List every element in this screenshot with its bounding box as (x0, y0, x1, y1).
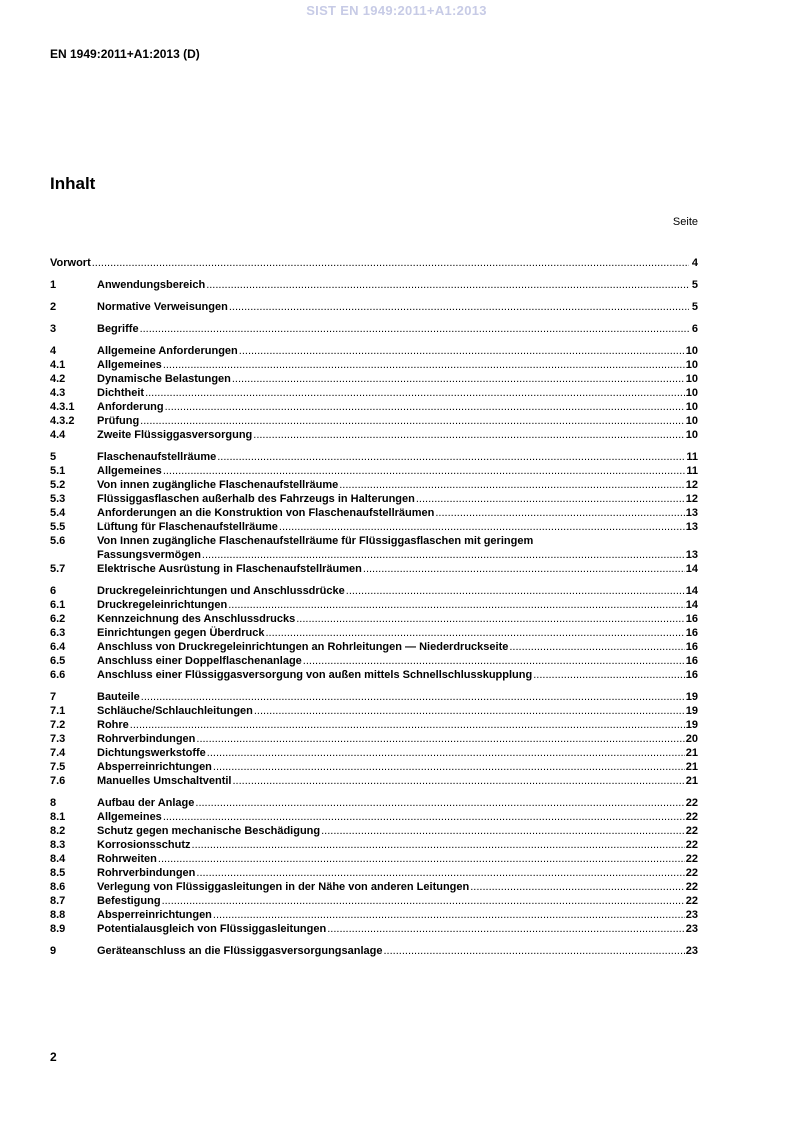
toc-entry-page: 23 (685, 923, 698, 935)
toc-entry[interactable] (50, 358, 698, 372)
toc-entry-page: 19 (685, 691, 698, 703)
toc-entry-title: Anschluss von Druckregeleinrichtungen an Rohrleitungen — Niederdruckseite (97, 641, 509, 653)
toc-entry[interactable] (50, 810, 698, 824)
toc-entry[interactable] (50, 640, 698, 654)
toc-dot-leader (145, 386, 685, 400)
toc-entry-number: 8.4 (50, 853, 66, 865)
toc-entry-number: 8.9 (50, 923, 66, 935)
toc-entry[interactable] (50, 668, 698, 682)
toc-entry-page: 19 (685, 705, 698, 717)
toc-entry-number: 7.2 (50, 719, 66, 731)
toc-entry-number: 2 (50, 301, 57, 313)
toc-entry[interactable] (50, 922, 698, 936)
toc-entry-title: Rohrverbindungen (97, 733, 196, 745)
toc-dot-leader (217, 450, 685, 464)
toc-dot-leader (321, 824, 685, 838)
toc-entry-page: 22 (685, 881, 698, 893)
toc-entry-page: 23 (685, 945, 698, 957)
toc-dot-leader (195, 796, 684, 810)
toc-entry-number: 8.3 (50, 839, 66, 851)
toc-entry-title: Manuelles Umschaltventil (97, 775, 232, 787)
toc-entry-title: Aufbau der Anlage (97, 797, 195, 809)
toc-entry-title: Schutz gegen mechanische Beschädigung (97, 825, 321, 837)
toc-entry[interactable] (50, 866, 698, 880)
toc-entry[interactable] (50, 598, 698, 612)
toc-entry-page: 10 (685, 429, 698, 441)
toc-entry-page: 10 (685, 373, 698, 385)
toc-entry-page: 16 (685, 655, 698, 667)
toc-entry[interactable] (50, 414, 698, 428)
toc-entry-page: 10 (685, 359, 698, 371)
toc-entry-page: 11 (686, 465, 698, 477)
toc-entry-page: 19 (685, 719, 698, 731)
toc-entry[interactable] (50, 944, 698, 958)
toc-dot-leader (416, 492, 685, 506)
toc-entry[interactable] (50, 506, 698, 520)
toc-dot-leader (435, 506, 684, 520)
toc-entry-title: Flüssiggasflaschen außerhalb des Fahrzeugs in Halterungen (97, 493, 415, 505)
toc-entry-number: 5 (50, 451, 57, 463)
toc-entry-page: 21 (685, 775, 698, 787)
toc-entry-page: 22 (685, 825, 698, 837)
toc-entry-page: 21 (685, 761, 698, 773)
toc-entry-title: Dichtungswerkstoffe (97, 747, 206, 759)
toc-entry-title: Geräteanschluss an die Flüssiggasversorgungsanlage (97, 945, 383, 957)
toc-entry-title: Zweite Flüssiggasversorgung (97, 429, 253, 441)
toc-dot-leader (206, 278, 689, 292)
toc-entry-title: Rohre (97, 719, 129, 731)
toc-entry[interactable] (50, 478, 698, 492)
toc-entry-title: Allgemeine Anforderungen (97, 345, 238, 357)
toc-entry-number: 8.8 (50, 909, 66, 921)
toc-entry-number: 8.2 (50, 825, 66, 837)
toc-entry-title: Anforderungen an die Konstruktion von Flaschenaufstellräumen (97, 507, 435, 519)
toc-entry-page: 13 (685, 549, 698, 561)
toc-dot-leader (339, 478, 685, 492)
toc-dot-leader (196, 866, 684, 880)
toc-entry-number: 6.3 (50, 627, 66, 639)
toc-dot-leader (296, 612, 685, 626)
toc-entry-number: 7.5 (50, 761, 66, 773)
toc-entry-number: 6.4 (50, 641, 66, 653)
toc-entry[interactable] (50, 732, 698, 746)
toc-entry-number: 5.4 (50, 507, 66, 519)
toc-dot-leader (207, 746, 685, 760)
page-column-label: Seite (672, 216, 698, 228)
toc-entry-page: 13 (685, 521, 698, 533)
toc-dot-leader (130, 718, 685, 732)
toc-entry-title: Von Innen zugängliche Flaschenaufstellräume für Flüssiggasflaschen mit geringem (97, 535, 534, 547)
toc-entry[interactable] (50, 300, 698, 314)
toc-entry-page: 22 (685, 811, 698, 823)
toc-entry-page: 12 (685, 493, 698, 505)
toc-entry-page: 20 (685, 733, 698, 745)
toc-entry-title: Von innen zugängliche Flaschenaufstellräume (97, 479, 339, 491)
toc-entry-number: 4.4 (50, 429, 66, 441)
toc-entry-number: 6.5 (50, 655, 66, 667)
toc-dot-leader (228, 598, 685, 612)
toc-entry[interactable] (50, 852, 698, 866)
toc-entry-page: 5 (691, 301, 698, 313)
toc-entry-page: 16 (685, 669, 698, 681)
toc-entry-title: Absperreinrichtungen (97, 909, 212, 921)
toc-entry[interactable] (50, 386, 698, 400)
toc-entry[interactable] (50, 256, 698, 270)
toc-dot-leader (162, 894, 685, 908)
toc-entry-title: Allgemeines (97, 359, 162, 371)
toc-entry[interactable] (50, 654, 698, 668)
toc-dot-leader (470, 880, 685, 894)
toc-entry-number: 8.1 (50, 811, 66, 823)
toc-entry[interactable] (50, 894, 698, 908)
toc-entry-page: 22 (685, 797, 698, 809)
toc-entry-page: 23 (685, 909, 698, 921)
toc-dot-leader (232, 372, 685, 386)
toc-entry-title: Befestigung (97, 895, 161, 907)
toc-entry[interactable] (50, 584, 698, 598)
toc-entry[interactable] (50, 824, 698, 838)
toc-entry-title: Fassungsvermögen (97, 549, 201, 561)
toc-dot-leader (202, 548, 685, 562)
toc-entry-number: 1 (50, 279, 57, 291)
toc-entry-page: 12 (685, 479, 698, 491)
toc-entry-title: Einrichtungen gegen Überdruck (97, 627, 265, 639)
toc-dot-leader (92, 256, 689, 270)
toc-entry-page: 4 (691, 257, 698, 269)
toc-entry[interactable] (50, 428, 698, 442)
toc-entry[interactable] (50, 838, 698, 852)
toc-entry-page: 10 (685, 345, 698, 357)
toc-dot-leader (384, 944, 685, 958)
toc-entry-title: Dichtheit (97, 387, 145, 399)
toc-entry-page: 13 (685, 507, 698, 519)
toc-entry-title: Korrosionsschutz (97, 839, 191, 851)
toc-entry-title: Normative Verweisungen (97, 301, 228, 313)
toc-entry[interactable] (50, 464, 698, 478)
toc-entry[interactable] (50, 372, 698, 386)
toc-entry-number: 7.4 (50, 747, 66, 759)
toc-dot-leader (265, 626, 684, 640)
toc-entry[interactable] (50, 344, 698, 358)
toc-entry[interactable] (50, 760, 698, 774)
toc-entry-page: 22 (685, 895, 698, 907)
toc-dot-leader (254, 704, 685, 718)
toc-entry-number: 4.3.1 (50, 401, 75, 413)
toc-entry-number: 8.7 (50, 895, 66, 907)
toc-entry-title: Schläuche/Schlauchleitungen (97, 705, 253, 717)
toc-entry-number: 4.1 (50, 359, 66, 371)
toc-entry-number: 4.3.2 (50, 415, 75, 427)
toc-entry-title: Allgemeines (97, 465, 162, 477)
toc-dot-leader (327, 922, 685, 936)
toc-entry[interactable] (50, 492, 698, 506)
toc-dot-leader (229, 300, 689, 314)
toc-dot-leader (163, 464, 686, 478)
toc-entry-title: Potentialausgleich von Flüssiggasleitungen (97, 923, 327, 935)
toc-dot-leader (363, 562, 685, 576)
toc-dot-leader (213, 908, 685, 922)
toc-entry-number: 5.3 (50, 493, 66, 505)
toc-entry-title: Anschluss einer Flüssiggasversorgung von außen mittels Schnellschlusskupplung (97, 669, 533, 681)
toc-entry[interactable] (50, 278, 698, 292)
toc-entry-number: 8 (50, 797, 57, 809)
toc-entry[interactable] (50, 534, 698, 548)
toc-entry-page: 22 (685, 867, 698, 879)
toc-entry-page: 10 (685, 415, 698, 427)
toc-entry-number: 4.2 (50, 373, 66, 385)
toc-entry-number: 6 (50, 585, 57, 597)
toc-dot-leader (192, 838, 685, 852)
toc-entry-page: 6 (691, 323, 698, 335)
toc-dot-leader (346, 584, 685, 598)
toc-entry[interactable] (50, 908, 698, 922)
toc-entry-page: 22 (685, 839, 698, 851)
toc-entry[interactable] (50, 400, 698, 414)
toc-entry[interactable] (50, 718, 698, 732)
toc-entry[interactable] (50, 322, 698, 336)
toc-entry[interactable] (50, 746, 698, 760)
toc-dot-leader (253, 428, 684, 442)
toc-dot-leader (233, 774, 685, 788)
toc-entry-number: 4 (50, 345, 57, 357)
toc-entry-title: Druckregeleinrichtungen (97, 599, 228, 611)
toc-entry-number: 7.6 (50, 775, 66, 787)
toc-dot-leader (140, 414, 685, 428)
toc-entry-number: 5.7 (50, 563, 66, 575)
toc-dot-leader (533, 668, 685, 682)
toc-entry-page: 16 (685, 627, 698, 639)
toc-entry-number: 5.2 (50, 479, 66, 491)
toc-entry[interactable] (50, 626, 698, 640)
toc-entry-page: 10 (685, 401, 698, 413)
toc-entry[interactable] (50, 690, 698, 704)
toc-entry-title: Flaschenaufstellräume (97, 451, 217, 463)
toc-entry-page: 14 (685, 585, 698, 597)
toc-entry-page: 16 (685, 641, 698, 653)
toc-entry-title: Bauteile (97, 691, 140, 703)
toc-dot-leader (163, 810, 685, 824)
toc-entry-title: Elektrische Ausrüstung in Flaschenaufstellräumen (97, 563, 362, 575)
toc-entry-title: Prüfung (97, 415, 140, 427)
toc-entry-number: 6.2 (50, 613, 66, 625)
toc-dot-leader (279, 520, 685, 534)
toc-entry-page: 11 (686, 451, 698, 463)
toc-entry-page: 16 (685, 613, 698, 625)
toc-dot-leader (163, 358, 685, 372)
toc-entry-title: Absperreinrichtungen (97, 761, 212, 773)
toc-entry-page: 22 (685, 853, 698, 865)
toc-entry[interactable] (50, 704, 698, 718)
toc-entry[interactable] (50, 774, 698, 788)
toc-dot-leader (196, 732, 684, 746)
toc-entry-title: Vorwort (50, 257, 91, 269)
toc-entry-number: 7.1 (50, 705, 66, 717)
toc-entry-number: 7.3 (50, 733, 66, 745)
toc-entry-title: Druckregeleinrichtungen und Anschlussdrücke (97, 585, 345, 597)
toc-entry[interactable] (50, 796, 698, 810)
toc-dot-leader (303, 654, 685, 668)
toc-entry-number: 8.5 (50, 867, 66, 879)
toc-entry[interactable] (50, 520, 698, 534)
toc-entry-number: 8.6 (50, 881, 66, 893)
toc-entry-title: Begriffe (97, 323, 139, 335)
toc-entry-page: 5 (691, 279, 698, 291)
toc-entry[interactable] (50, 612, 698, 626)
document-id-header: EN 1949:2011+A1:2013 (D) (50, 47, 200, 61)
toc-entry-number: 6.6 (50, 669, 66, 681)
toc-dot-leader (158, 852, 685, 866)
toc-entry-number: 9 (50, 945, 57, 957)
toc-entry-title: Allgemeines (97, 811, 162, 823)
toc-dot-leader (140, 322, 689, 336)
toc-entry-title: Rohrverbindungen (97, 867, 196, 879)
toc-entry-page: 21 (685, 747, 698, 759)
toc-entry-title: Dynamische Belastungen (97, 373, 231, 385)
toc-dot-leader (165, 400, 685, 414)
toc-entry-title: Anforderung (97, 401, 164, 413)
toc-entry-title: Anwendungsbereich (97, 279, 206, 291)
toc-entry-number: 3 (50, 323, 57, 335)
toc-dot-leader (509, 640, 684, 654)
toc-entry-number: 6.1 (50, 599, 66, 611)
toc-entry[interactable] (50, 562, 698, 576)
toc-entry-number: 4.3 (50, 387, 66, 399)
watermark: SIST EN 1949:2011+A1:2013 (306, 3, 487, 18)
toc-entry-title: Lüftung für Flaschenaufstellräume (97, 521, 278, 533)
toc-dot-leader (213, 760, 685, 774)
table-of-contents (50, 256, 698, 958)
page-number: 2 (50, 1050, 57, 1064)
toc-entry[interactable] (50, 450, 698, 464)
toc-entry-number: 7 (50, 691, 57, 703)
toc-entry-number: 5.5 (50, 521, 66, 533)
toc-entry-title: Rohrweiten (97, 853, 157, 865)
toc-entry[interactable] (50, 880, 698, 894)
toc-entry-page: 14 (685, 563, 698, 575)
toc-entry-title: Verlegung von Flüssiggasleitungen in der Nähe von anderen Leitungen (97, 881, 470, 893)
toc-title: Inhalt (50, 174, 96, 193)
toc-entry-title: Anschluss einer Doppelflaschenanlage (97, 655, 302, 667)
toc-dot-leader (239, 344, 685, 358)
toc-entry-title: Kennzeichnung des Anschlussdrucks (97, 613, 296, 625)
toc-entry-page: 10 (685, 387, 698, 399)
toc-entry[interactable] (50, 548, 698, 562)
toc-dot-leader (141, 690, 685, 704)
toc-entry-page: 14 (685, 599, 698, 611)
toc-entry-number: 5.1 (50, 465, 66, 477)
toc-entry-number: 5.6 (50, 535, 66, 547)
